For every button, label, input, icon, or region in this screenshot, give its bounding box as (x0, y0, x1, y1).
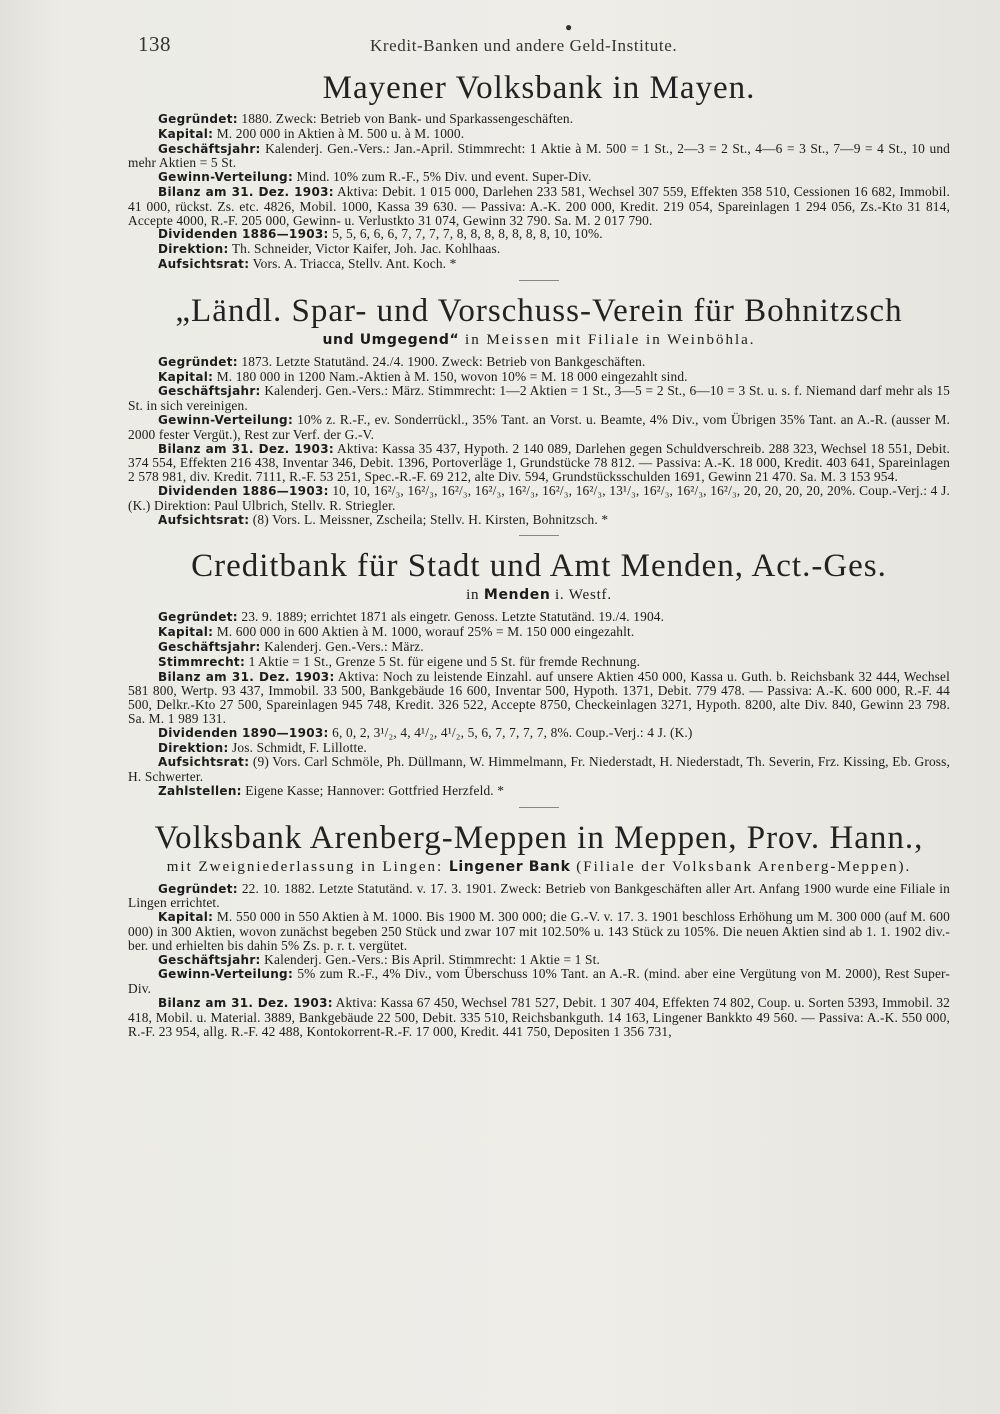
item-text: Aktiva: Noch zu leistende Einzahl. auf unsere Aktien 450 000, Kassa u. Guth. b. Reichsbank 32 444, Wechsel 581 800, Wertp. 93 437, Immobil. 33 500, Bankgebäude 16 600, Inventar 500, Hypoth. 1371, Debit. 779 478. — Passiva: A.-K. 600 000, R.-F. 44 500, Delkr.-Kto 27 500, Spareinlagen 945 748, Kredit. 326 522, Accepte 8750, Checkeinlagen 3271, Hypoth. 8200, alte Div. 840, Gewinn 23 798. Sa. M. 1 989 131. (128, 668, 950, 726)
entry-item (128, 242, 950, 257)
entry-item (128, 967, 950, 996)
item-text: Kalenderj. Gen.-Vers.: Jan.-April. Stimmrecht: 1 Aktie à M. 500 = 1 St., 2—3 = 2 St., 4—6 = 3 St., 7—9 = 4 St., 10 und mehr Aktien = 5 St. (128, 140, 951, 171)
entry-separator (519, 535, 559, 536)
entry-item (128, 784, 950, 799)
item-label: Aufsichtsrat: (158, 755, 250, 770)
entry-item (128, 227, 950, 242)
item-label: Bilanz am 31. Dez. 1903: (158, 441, 334, 456)
entry-item (128, 384, 950, 413)
item-label: Bilanz am 31. Dez. 1903: (158, 669, 335, 684)
item-label: Gegründet: (158, 112, 238, 126)
item-text: M. 200 000 in Aktien à M. 500 u. à M. 1000. (216, 125, 465, 141)
item-label: Geschäftsjahr: (158, 141, 261, 156)
item-label: Kapital: (158, 625, 214, 640)
item-text: Th. Schneider, Victor Kaifer, Joh. Jac. Kohlhaas. (231, 241, 501, 257)
entry-item (128, 882, 950, 911)
item-label: Gegründet: (158, 354, 238, 369)
item-text: 10, 10, 16²/₃, 16²/₃, 16²/₃, 16²/₃, 16²/₃, 16²/₃, 16²/₃, 13¹/₃, 16²/₃, 16²/₃, 16²/₃, 20, 20, 20, 20, 20%. Coup.-Verj.: 4 J. (K.) Direktion: Paul Ulbrich, Stellv. R. Striegler. (128, 482, 950, 513)
entry-item (128, 741, 950, 756)
entry-laendl-spar-verein (128, 291, 950, 528)
item-text: Kalenderj. Gen.-Vers.: März. (264, 638, 424, 654)
item-text: 22. 10. 1882. Letzte Statutänd. v. 17. 3. 1901. Zweck: Betrieb von Bankgeschäften aller Art. Anfang 1900 wurde eine Filiale in Lingen errichtet. (128, 880, 950, 911)
running-title: Kredit-Banken und andere Geld-Institute. (370, 36, 678, 55)
subtitle-bold: und Umgegend“ (322, 331, 460, 348)
entry-item (128, 726, 950, 741)
item-label: Kapital: (158, 910, 214, 925)
item-text: 5% zum R.-F., 4% Div., vom Überschuss 10% Tant. an A.-R. (mind. aber eine Vergütung von M. 2000), Rest Super-Div. (128, 966, 951, 997)
item-text: M. 550 000 in 550 Aktien à M. 1000. Bis 1900 M. 300 000; die G.-V. v. 17. 3. 1901 beschloss Erhöhung um M. 300 000 (auf M. 600 000) in 300 Aktien, wovon zunächst begeben 250 Stück und zwar 107 mit 102.50% u. 143 Stück zu 105%. Die neuen Aktien sind ab 1. 1. 1902 div.-ber. und erhielten bis dahin 5% Zs. p. r. t. vergütet. (128, 909, 950, 953)
item-label: Gegründet: (158, 881, 238, 896)
item-label: Dividenden 1890—1903: (158, 725, 329, 740)
page-number: 138 (138, 32, 171, 56)
entry-item (128, 996, 950, 1038)
item-text: 1880. Zweck: Betrieb von Bank- und Sparkassengeschäften. (241, 111, 574, 126)
entry-item (128, 655, 950, 670)
entry-creditbank-menden (128, 546, 950, 798)
item-text: 23. 9. 1889; errichtet 1871 als eingetr. Genoss. Letzte Statutänd. 19./4. 1904. (241, 609, 665, 625)
item-text: 10% z. R.-F., ev. Sonderrückl., 35% Tant. an Vorst. u. Beamte, 4% Div., vom Übrigen 35% Tant. an A.-R. (ausser M. 2000 fester Vergüt.), Rest zur Verf. der G.-V. (128, 411, 950, 442)
item-text: Vors. A. Triacca, Stellv. Ant. Koch. * (252, 255, 457, 271)
item-label: Gewinn-Verteilung: (158, 170, 294, 185)
entry-item (128, 484, 950, 513)
entry-separator (519, 807, 559, 808)
entry-item (128, 513, 950, 528)
item-label: Bilanz am 31. Dez. 1903: (158, 996, 333, 1011)
entry-item (128, 257, 950, 272)
item-label: Kapital: (158, 369, 214, 384)
entry-item (128, 953, 950, 968)
entry-item (128, 640, 950, 655)
entry-item (128, 413, 950, 442)
item-text: Aktiva: Debit. 1 015 000, Darlehen 233 581, Wechsel 307 559, Effekten 358 510, Cessionen 16 682, Immobil. 41 000, rückst. Zs. etc. 4826, Mobil. 1000, Kassa 39 630. — Passiva: A.-K. 200 000, Kredit. 219 054, Spareinlagen 1 294 056, Zs.-Kto 31 814, Accepte 4000, R.-F. 205 000, Gewinn- u. Verlustkto 31 074, Gewinn 32 790. Sa. M. 2 017 790. (128, 183, 950, 228)
entry-item (128, 442, 950, 484)
entry-subtitle: mit Zweigniederlassung in Lingen: Lingener Bank (Filiale der Volksbank Arenberg-Meppen). (166, 858, 912, 875)
item-text: Aktiva: Kassa 67 450, Wechsel 781 527, Debit. 1 307 404, Effekten 74 802, Coup. u. Sorten 5393, Immobil. 32 418, Mobil. u. Material. 3889, Bankgebäude 22 500, Debit. 335 510, Reichsbankguth. 14 163, Lingener Bankkto 49 560. — Passiva: A.-K. 550 000, R.-F. 23 954, allg. R.-F. 42 488, Kontokorrent-R.-F. 17 000, Kredit. 441 750, Depositen 1 356 731, (128, 995, 951, 1039)
entry-item (128, 625, 950, 640)
item-label: Zahlstellen: (158, 783, 242, 798)
entry-item (128, 142, 950, 171)
item-label: Bilanz am 31. Dez. 1903: (158, 184, 334, 199)
entry-item (128, 370, 950, 385)
item-label: Aufsichtsrat: (158, 256, 250, 271)
item-text: M. 180 000 in 1200 Nam.-Aktien à M. 150, wovon 10% = M. 18 000 eingezahlt sind. (216, 368, 688, 384)
item-label: Gegründet: (158, 610, 238, 625)
item-label: Stimmrecht: (158, 654, 246, 669)
item-text: Jos. Schmidt, F. Lillotte. (232, 739, 367, 755)
item-text: M. 600 000 in 600 Aktien à M. 1000, worauf 25% = M. 150 000 eingezahlt. (216, 624, 635, 640)
item-label: Geschäftsjahr: (158, 952, 261, 967)
item-text: Mind. 10% zum R.-F., 5% Div. und event. Super-Div. (296, 169, 592, 185)
entry-mayener-volksbank (128, 68, 950, 272)
entry-subtitle: und Umgegend“ in Meissen mit Filiale in Weinböhla. (322, 331, 756, 348)
item-text: Kalenderj. Gen.-Vers.: März. Stimmrecht: 1—2 Aktien = 1 St., 3—5 = 2 St., 6—10 = 3 St. u. s. f. Niemand darf mehr als 15 St. in sich vereinigen. (128, 383, 951, 414)
item-text: (8) Vors. L. Meissner, Zscheila; Stellv. H. Kirsten, Bohnitzsch. * (252, 511, 609, 527)
entry-item (128, 670, 950, 726)
item-text: 1873. Letzte Statutänd. 24./4. 1900. Zweck: Betrieb von Bankgeschäften. (241, 353, 646, 369)
subtitle-bold: Menden (483, 587, 551, 604)
item-label: Aufsichtsrat: (158, 512, 250, 527)
item-text: 6, 0, 2, 3¹/₂, 4, 4¹/₂, 4¹/₂, 5, 6, 7, 7, 7, 7, 8%. Coup.-Verj.: 4 J. (K.) (332, 724, 693, 740)
item-text: Aktiva: Kassa 35 437, Hypoth. 2 140 089, Darlehen gegen Schuldverschreib. 288 323, Wechsel 18 551, Debit. 374 554, Effekten 216 438, Inventar 346, Debit. 1396, Portoverläge 1, Grundstücke 78 812. — Passiva: A.-K. 18 000, Kredit. 403 641, Spareinlagen 2 578 981, div. Kredit. 7111, R.-F. 53 251, Spec.-R.-F. 69 212, alte Div. 594, Grundstücksschulden 1691, Gewinn 21 470. Sa. M. 3 153 954. (128, 440, 950, 485)
entry-item (128, 610, 950, 625)
item-label: Gewinn-Verteilung: (158, 412, 294, 427)
entry-title: „Ländl. Spar- und Vorschuss-Verein für Bohnitzsch (175, 292, 903, 329)
entry-title: Volksbank Arenberg-Meppen in Meppen, Prov. Hann., (154, 819, 924, 856)
item-label: Kapital: (158, 126, 214, 141)
entry-subtitle: in Menden i. Westf. (466, 587, 612, 604)
item-text: (9) Vors. Carl Schmöle, Ph. Düllmann, W. Himmelmann, Fr. Niederstadt, H. Niederstadt, Th. Severin, Frz. Kissing, Eb. Gross, H. Schwerter. (128, 754, 951, 785)
entry-item (128, 910, 950, 952)
entry-item (128, 112, 950, 127)
item-label: Dividenden 1886—1903: (158, 483, 329, 498)
entry-item (128, 355, 950, 370)
subtitle-bold: Lingener Bank (448, 858, 571, 875)
item-label: Geschäftsjahr: (158, 384, 261, 399)
item-label: Direktion: (158, 242, 229, 257)
running-header (128, 22, 950, 68)
entry-item (128, 755, 950, 784)
item-label: Direktion: (158, 740, 229, 755)
item-text: Eigene Kasse; Hannover: Gottfried Herzfeld. * (245, 782, 505, 798)
entry-title: Creditbank für Stadt und Amt Menden, Act.-Ges. (191, 548, 887, 585)
entry-volksbank-arenberg-meppen (128, 818, 950, 1039)
item-label: Gewinn-Verteilung: (158, 967, 294, 982)
header-dot: ● (565, 20, 573, 34)
entry-separator (519, 280, 559, 281)
item-text: 5, 5, 6, 6, 6, 7, 7, 7, 7, 8, 8, 8, 8, 8, 8, 8, 10, 10%. (332, 226, 603, 242)
entry-title: Mayener Volksbank in Mayen. (322, 70, 756, 106)
entry-item (128, 127, 950, 142)
entry-item (128, 185, 950, 227)
item-text: Kalenderj. Gen.-Vers.: Bis April. Stimmrecht: 1 Aktie = 1 St. (264, 951, 600, 967)
entry-item (128, 170, 950, 185)
item-label: Dividenden 1886—1903: (158, 227, 329, 242)
item-label: Geschäftsjahr: (158, 639, 261, 654)
item-text: 1 Aktie = 1 St., Grenze 5 St. für eigene und 5 St. für fremde Rechnung. (248, 653, 641, 669)
